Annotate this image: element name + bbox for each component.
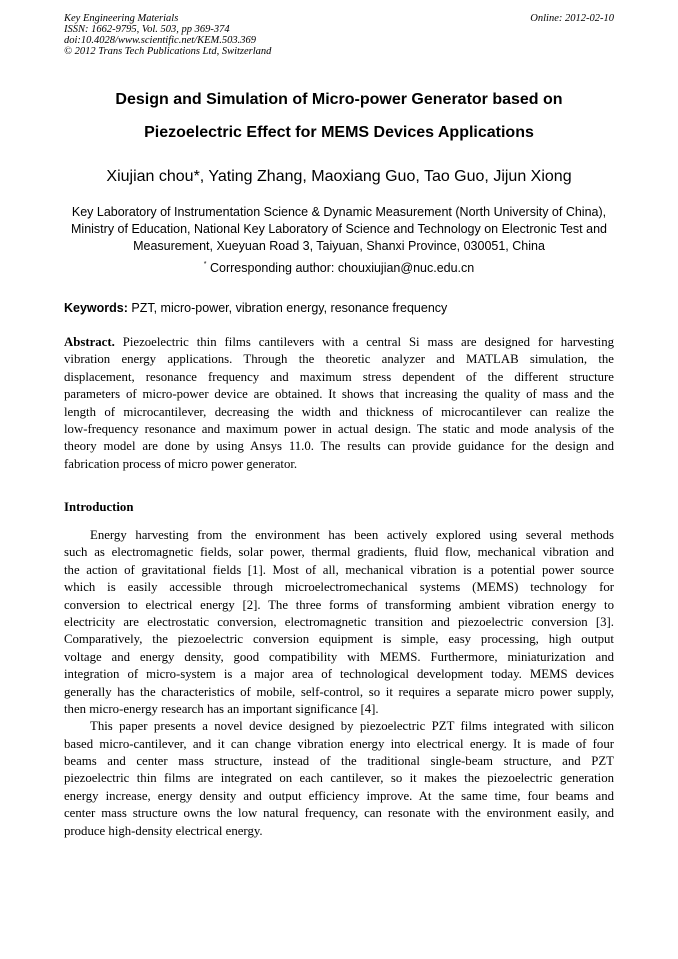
affiliation: [40, 204, 638, 255]
abstract-line: low-frequency resonance and maximum power in actual design. The static and mode analysis of the: [64, 421, 614, 436]
abstract-line: parameters of micro-power device are obtained. It shows that increasing the quality of mass and the: [64, 387, 614, 402]
body-line: the action of gravitational fields [1]. Most of all, mechanical vibration is a potential power source: [64, 562, 614, 577]
body-line: generally has the characteristics of mobile, self-control, so it requires a separate micro power supply,: [64, 684, 614, 699]
copyright: © 2012 Trans Tech Publications Ltd, Switzerland: [64, 46, 272, 57]
section-heading-introduction: Introduction: [64, 500, 134, 514]
keywords-label: Keywords:: [64, 301, 128, 315]
corresponding-author: [0, 261, 678, 275]
body-line: produce high-density electrical energy.: [64, 823, 263, 838]
body-line: electricity are electrostatic conversion, electromagnetic transition and piezoelectric conversion [3].: [64, 614, 614, 629]
affiliation-line: Key Laboratory of Instrumentation Science & Dynamic Measurement (North University of China),: [71, 205, 607, 219]
corresponding-text: Corresponding author: chouxiujian@nuc.edu.cn: [209, 261, 475, 275]
abstract-line: Piezoelectric thin films cantilevers with a central Si mass are designed for harvesting: [122, 335, 615, 349]
body-line: voltage and energy density, good compatibility with MEMS. Furthermore, miniaturization and: [64, 649, 614, 664]
journal-header: [64, 13, 271, 57]
abstract-line: displacement, resonance frequency and maximum stress dependent of the different structure: [64, 369, 614, 384]
body-line: such as electromagnetic fields, solar power, thermal gradients, fluid flow, mechanical vibration and: [64, 545, 614, 560]
issn: ISSN: 1662-9795, Vol. 503, pp 369-374: [64, 24, 230, 35]
online-date: Online: 2012-02-10: [530, 13, 614, 24]
journal-name: Key Engineering Materials: [64, 13, 179, 24]
body-line: beams and center mass structure, instead of the traditional single-beam structure, and PZT: [64, 754, 614, 769]
keywords-text: PZT, micro-power, vibration energy, resonance frequency: [131, 301, 448, 315]
title-line-2: Piezoelectric Effect for MEMS Devices Applications: [144, 124, 534, 141]
body-line: conversion to electrical energy [2]. The three forms of transforming ambient vibration energy to: [64, 597, 614, 612]
body-line: then micro-energy research has an important significance [4].: [64, 701, 379, 716]
abstract-line: fabrication process of micro power generator.: [64, 456, 298, 471]
keywords: [64, 301, 447, 315]
body-line: piezoelectric thin films are integrated on each cantilever, so it makes the piezoelectric generation: [64, 771, 614, 786]
body-line: integration of micro-system is a major area of technological development today. MEMS devices: [64, 667, 614, 682]
affiliation-line: Measurement, Xueyuan Road 3, Taiyuan, Shanxi Province, 030051, China: [133, 239, 545, 253]
abstract: [64, 334, 614, 473]
corresponding-mark: *: [203, 261, 207, 268]
body-line: center mass structure owns the low natural frequency, can resonate with the environment easily, and: [64, 806, 614, 821]
body-line: Energy harvesting from the environment has been actively explored using several methods: [90, 528, 614, 542]
authors: Xiujian chou*, Yating Zhang, Maoxiang Guo, Tao Guo, Jijun Xiong: [106, 168, 572, 185]
abstract-label: Abstract.: [64, 335, 115, 349]
body-line: Comparatively, the piezoelectric conversion equipment is simple, easy processing, high output: [64, 632, 614, 647]
affiliation-line: Ministry of Education, National Key Laboratory of Science and Technology on Electronic Test and: [71, 222, 607, 236]
abstract-line: theory model are done by using Ansys 11.0. The results can provide guidance for the design and: [64, 439, 614, 454]
abstract-line: length of microcantilever, decreasing the width and thickness of microcantilever can realize the: [64, 404, 614, 419]
body-line: which is easily accessible through microelectromechanical systems (MEMS) technology for: [64, 580, 614, 595]
body-line: based micro-cantilever, and it can change vibration energy into electrical energy. It is made of four: [64, 736, 614, 751]
abstract-line: vibration energy applications. Through the theoretic analyzer and MATLAB simulation, the: [64, 352, 614, 367]
intro-paragraph-1: [64, 527, 614, 840]
title-line-1: Design and Simulation of Micro-power Generator based on: [115, 91, 563, 108]
body-line: This paper presents a novel device designed by piezoelectric PZT films integrated with silicon: [90, 719, 614, 734]
body-line: energy increase, energy density and output efficiency improve. At the same time, four beams and: [64, 788, 614, 803]
doi: doi:10.4028/www.scientific.net/KEM.503.369: [64, 35, 256, 46]
